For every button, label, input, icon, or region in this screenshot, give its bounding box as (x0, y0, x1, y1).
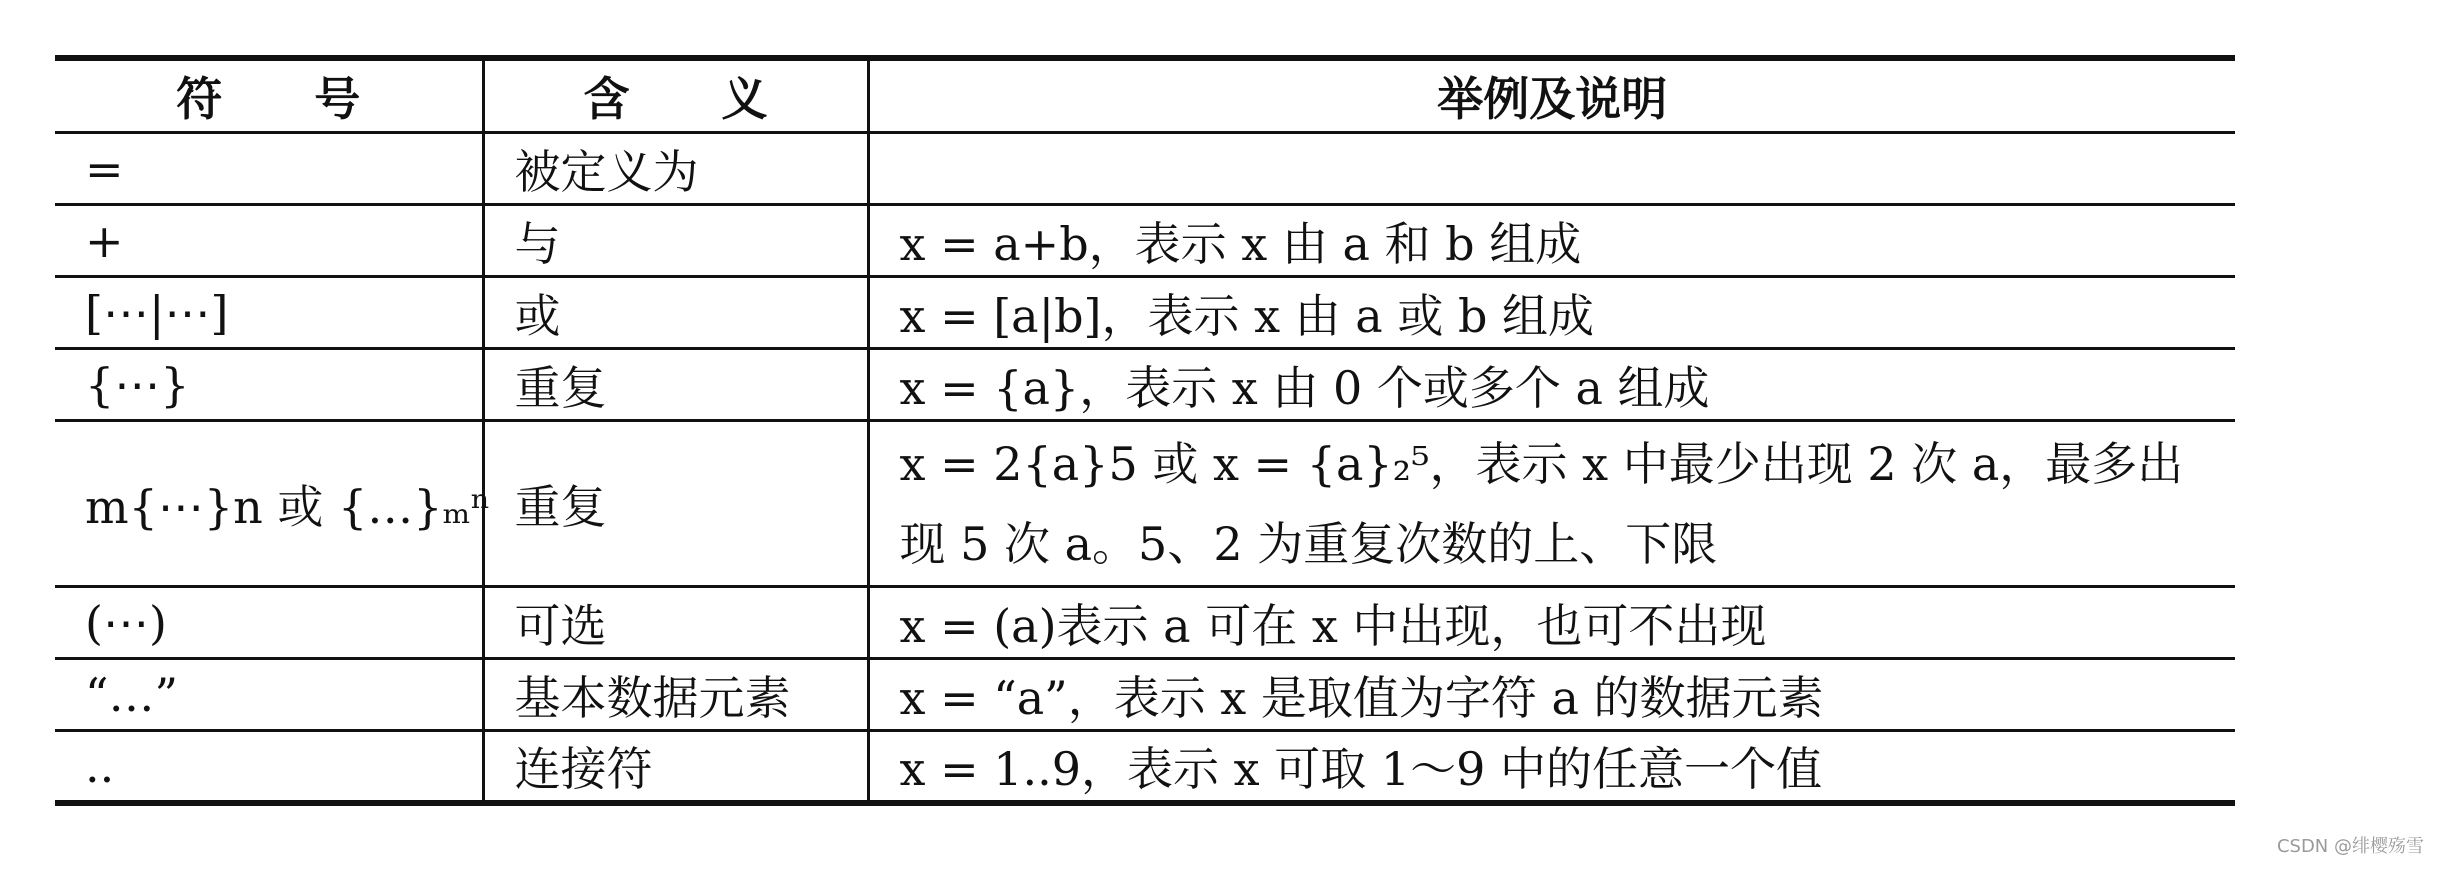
cell-symbol: {⋯} (55, 349, 483, 421)
cell-example: x = {a}，表示 x 由 0 个或多个 a 组成 (868, 349, 2235, 421)
cell-meaning: 基本数据元素 (483, 659, 868, 731)
cell-symbol: [⋯|⋯] (55, 277, 483, 349)
cell-symbol: + (55, 205, 483, 277)
header-example: 举例及说明 (868, 58, 2235, 133)
table-row (55, 277, 2235, 349)
cell-meaning: 与 (483, 205, 868, 277)
data-dictionary-symbol-table (55, 55, 2235, 806)
cell-meaning: 重复 (483, 349, 868, 421)
cell-example: x = “a”，表示 x 是取值为字符 a 的数据元素 (868, 659, 2235, 731)
header-row (55, 58, 2235, 133)
header-symbol: 符 号 (55, 58, 483, 133)
table-row (55, 659, 2235, 731)
cell-symbol: (⋯) (55, 587, 483, 659)
watermark: CSDN @绯樱殇雪 (2276, 836, 2424, 857)
cell-symbol: m{⋯}n 或 {…}ₘⁿ (55, 421, 483, 587)
cell-symbol: .. (55, 731, 483, 803)
table-row (55, 205, 2235, 277)
header-meaning: 含 义 (483, 58, 868, 133)
table-row (55, 587, 2235, 659)
table-row (55, 421, 2235, 587)
cell-example (868, 133, 2235, 205)
cell-symbol: “…” (55, 659, 483, 731)
cell-example: x = a+b，表示 x 由 a 和 b 组成 (868, 205, 2235, 277)
cell-meaning: 或 (483, 277, 868, 349)
cell-meaning: 被定义为 (483, 133, 868, 205)
table-row (55, 731, 2235, 803)
cell-example: x = (a)表示 a 可在 x 中出现，也可不出现 (868, 587, 2235, 659)
cell-example: x = 1..9，表示 x 可取 1～9 中的任意一个值 (868, 731, 2235, 803)
cell-meaning: 连接符 (483, 731, 868, 803)
table-row (55, 349, 2235, 421)
cell-example: x = 2{a}5 或 x = {a}₂⁵，表示 x 中最少出现 2 次 a，最多出现 5 次 a。5、2 为重复次数的上、下限 (868, 421, 2235, 587)
cell-meaning: 可选 (483, 587, 868, 659)
cell-meaning: 重复 (483, 421, 868, 587)
cell-symbol: = (55, 133, 483, 205)
table-header (55, 58, 2235, 133)
cell-example: x = [a|b]，表示 x 由 a 或 b 组成 (868, 277, 2235, 349)
table-row (55, 133, 2235, 205)
table-body (55, 133, 2235, 803)
